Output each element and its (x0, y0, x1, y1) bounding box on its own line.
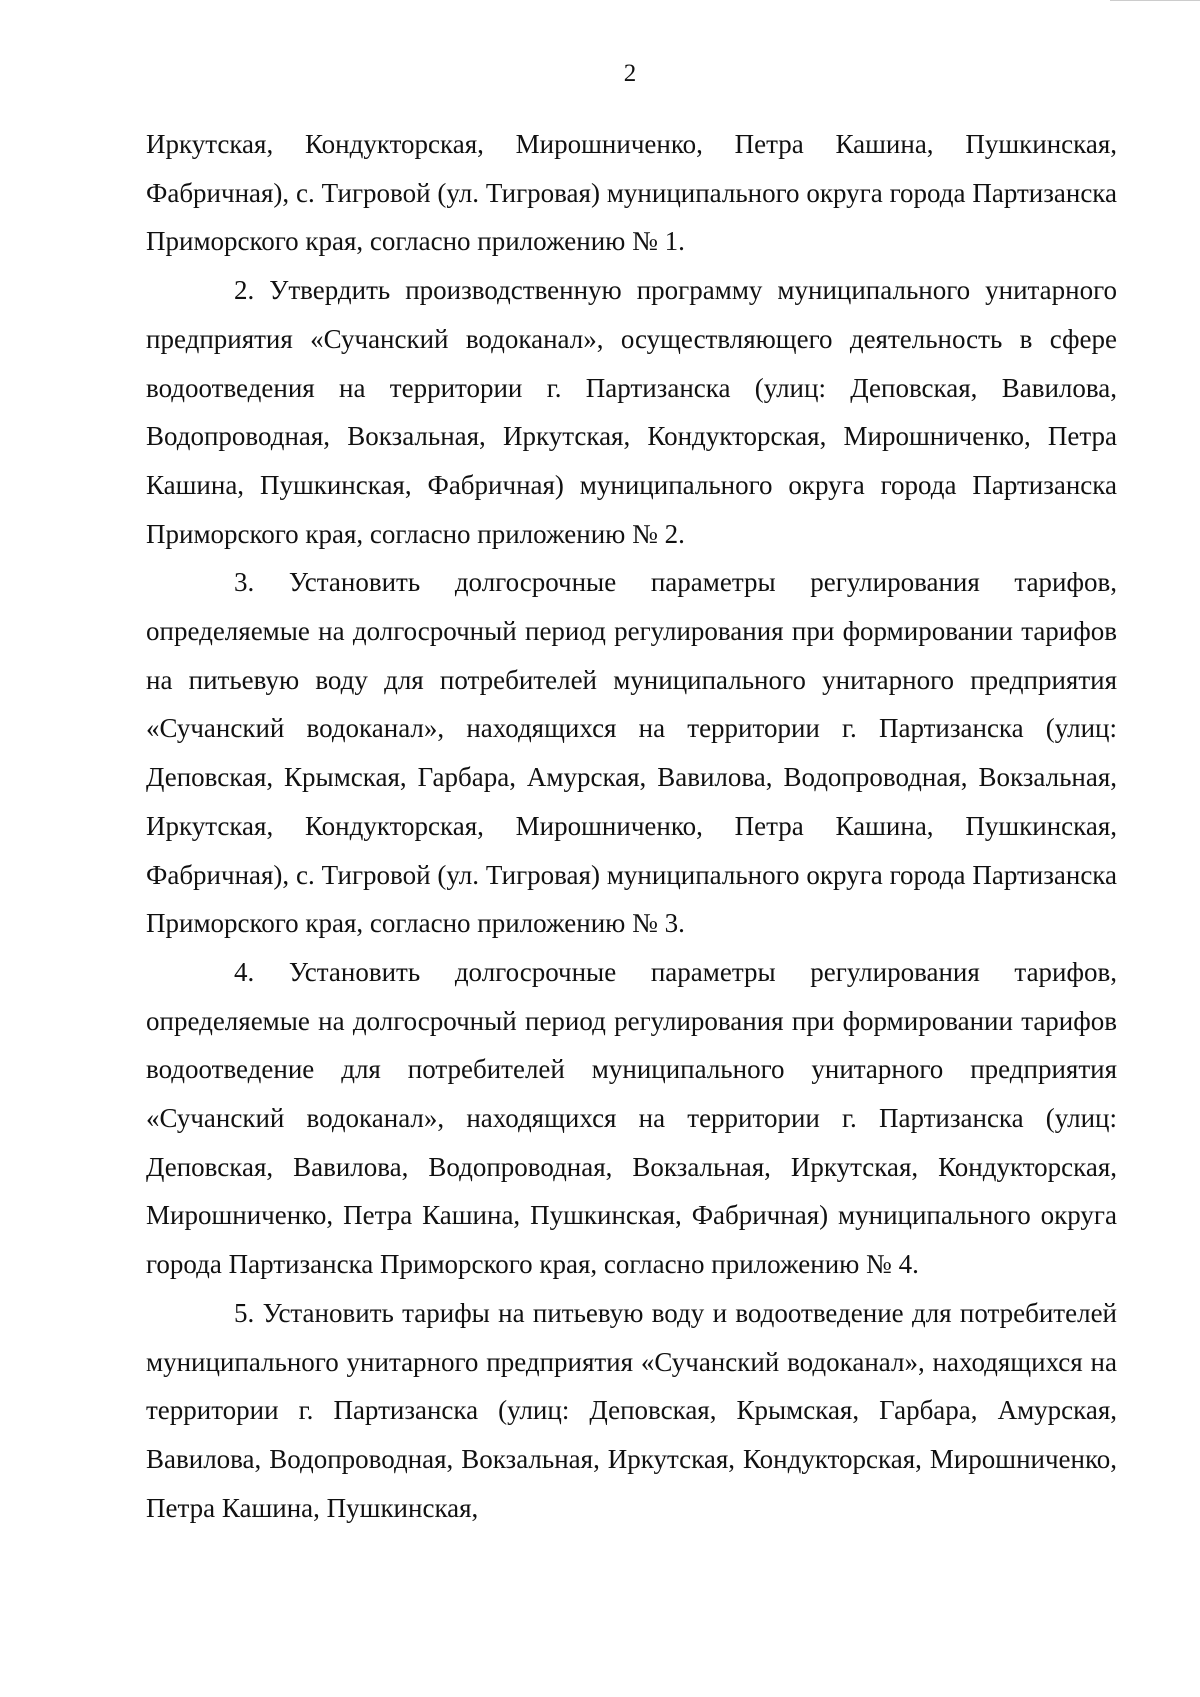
document-body (146, 120, 1117, 1532)
paragraph-5: 5. Установить тарифы на питьевую воду и водоотведение для потребителей муниципального унитарного предприятия «Сучанский водоканал», находящихся на территории г. Партизанска (улиц: Деповская, Крымская, Гарбара, Амурская, Вавилова, Водопроводная, Вокзальная, Иркутская, Кондукторская, Мирошниченко, Петра Кашина, Пушкинская, (146, 1297, 1117, 1523)
page-number: 2 (623, 60, 637, 87)
paragraph-1-continuation: Иркутская, Кондукторская, Мирошниченко, Петра Кашина, Пушкинская, Фабричная), с. Тигровой (ул. Тигровая) муниципального округа города Партизанска Приморского края, согласно приложению № 1. (146, 129, 1117, 257)
paragraph-3: 3. Установить долгосрочные параметры регулирования тарифов, определяемые на долгосрочный период регулирования при формировании тарифов на питьевую воду для потребителей муниципального унитарного предприятия «Сучанский водоканал», находящихся на территории г. Партизанска (улиц: Деповская, Крымская, Гарбара, Амурская, Вавилова, Водопроводная, Вокзальная, Иркутская, Кондукторская, Мирошниченко, Петра Кашина, Пушкинская, Фабричная), с. Тигровой (ул. Тигровая) муниципального округа города Партизанска Приморского края, согласно приложению № 3. (146, 567, 1117, 939)
paragraph-2: 2. Утвердить производственную программу муниципального унитарного предприятия «Сучанский водоканал», осуществляющего деятельность в сфере водоотведения на территории г. Партизанска (улиц: Деповская, Вавилова, Водопроводная, Вокзальная, Иркутская, Кондукторская, Мирошниченко, Петра Кашина, Пушкинская, Фабричная) муниципального округа города Партизанска Приморского края, согласно приложению № 2. (146, 275, 1117, 549)
scan-edge-mark (1110, 0, 1200, 5)
paragraph-4: 4. Установить долгосрочные параметры регулирования тарифов, определяемые на долгосрочный период регулирования при формировании тарифов водоотведение для потребителей муниципального унитарного предприятия «Сучанский водоканал», находящихся на территории г. Партизанска (улиц: Деповская, Вавилова, Водопроводная, Вокзальная, Иркутская, Кондукторская, Мирошниченко, Петра Кашина, Пушкинская, Фабричная) муниципального округа города Партизанска Приморского края, согласно приложению № 4. (146, 956, 1117, 1280)
